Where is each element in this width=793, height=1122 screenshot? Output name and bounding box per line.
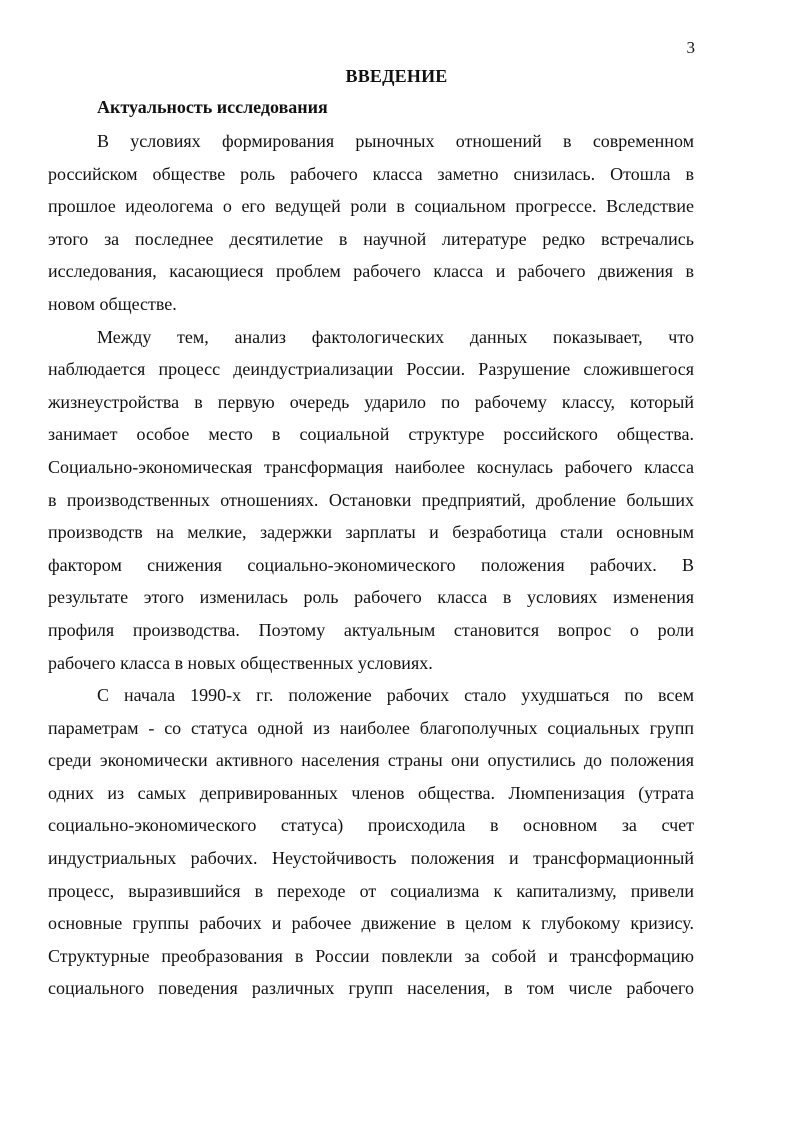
text-line: индустриальных рабочих. Неустойчивость положения и трансформационный: [48, 848, 694, 869]
text-line: прошлое идеологема о его ведущей роли в социальном прогрессе. Вследствие: [48, 196, 694, 217]
text-line: в производственных отношениях. Остановки предприятий, дробление больших: [48, 489, 694, 510]
text-line: среди экономически активного населения страны они опустились до положения: [48, 750, 694, 771]
text-line: Между тем, анализ фактологических данных показывает, что: [97, 326, 694, 347]
text-line: параметрам - со статуса одной из наиболее благополучных социальных групп: [48, 717, 694, 738]
text-line: Структурные преобразования в России повлекли за собой и трансформацию: [48, 945, 694, 966]
text-line: С начала 1990-х гг. положение рабочих стало ухудшаться по всем: [97, 685, 694, 706]
text-line: социально-экономического статуса) происходила в основном за счет: [48, 815, 694, 836]
text-line: фактором снижения социально-экономического положения рабочих. В: [48, 554, 694, 575]
paragraph: [48, 125, 694, 321]
page-title: ВВЕДЕНИЕ: [345, 66, 448, 86]
paragraph: [48, 321, 694, 680]
body-text: [48, 125, 694, 1005]
text-line: В условиях формирования рыночных отношений в современном: [97, 131, 694, 151]
text-line: основные группы рабочих и рабочее движение в целом к глубокому кризису.: [48, 913, 694, 934]
text-line: наблюдается процесс деиндустриализации России. Разрушение сложившегося: [48, 359, 694, 380]
paragraph: [48, 679, 694, 1005]
text-line: занимает особое место в социальной структуре российского общества.: [48, 424, 694, 445]
text-line: российском обществе роль рабочего класса заметно снизилась. Отошла в: [48, 163, 694, 184]
text-line: процесс, выразившийся в переходе от социализма к капитализму, привели: [48, 880, 694, 901]
text-line: жизнеустройства в первую очередь ударило по рабочему классу, который: [48, 391, 694, 412]
text-line: профиля производства. Поэтому актуальным становится вопрос о роли: [48, 619, 694, 640]
text-line: производств на мелкие, задержки зарплаты и безработица стали основным: [48, 522, 694, 543]
text-line: рабочего класса в новых общественных условиях.: [48, 652, 433, 673]
text-line: результате этого изменилась роль рабочего класса в условиях изменения: [48, 587, 694, 608]
text-line: социального поведения различных групп населения, в том числе рабочего: [48, 978, 694, 999]
text-line: исследования, касающиеся проблем рабочего класса и рабочего движения в: [48, 261, 694, 282]
text-line: новом обществе.: [48, 293, 177, 314]
section-heading: Актуальность исследования: [97, 97, 328, 117]
text-line: Социально-экономическая трансформация наиболее коснулась рабочего класса: [48, 456, 694, 477]
text-line: одних из самых депривированных членов общества. Люмпенизация (утрата: [48, 782, 694, 803]
text-line: этого за последнее десятилетие в научной литературе редко встречались: [48, 228, 694, 249]
page-number: 3: [686, 38, 695, 57]
